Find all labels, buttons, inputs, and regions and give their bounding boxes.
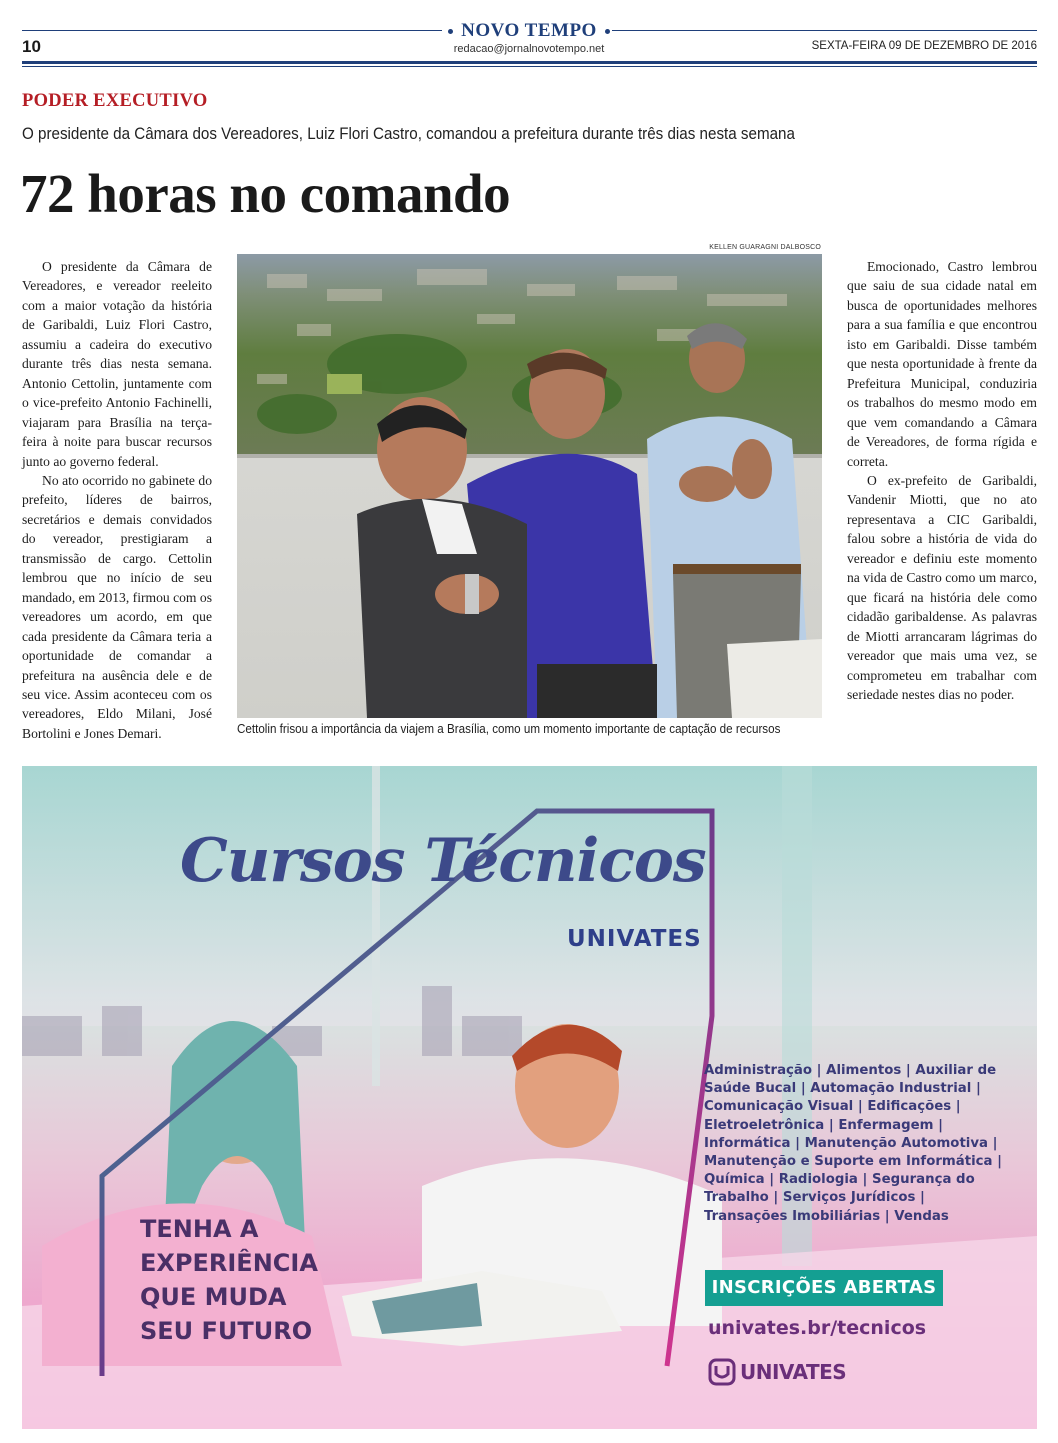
header-divider-thin [22, 66, 1037, 67]
photo-credit: KELLEN GUARAGNI DALBOSCO [709, 244, 821, 251]
ad-brand-small: UNIVATES [567, 926, 702, 952]
article-headline: 72 horas no comando [20, 163, 511, 224]
paragraph: Emocionado, Castro lembrou que saiu de sua cidade natal em busca de oportunidades melhores para a sua família e que encontrou isto em Garibaldi. Disse também que nesta oportunidade à frente da Prefeitura Municipal, conduziria os trabalhos do mesmo modo em que vem comandando a Câmara de Vereadores, de forma rígida e correta. [847, 259, 1037, 469]
slogan-line: EXPERIÊNCIA [140, 1249, 318, 1277]
section-label: PODER EXECUTIVO [22, 91, 208, 111]
ad-logo-text: UNIVATES [740, 1360, 847, 1384]
article-column-right [847, 257, 1037, 704]
bullet-icon [605, 29, 610, 34]
ad-logo [708, 1356, 846, 1388]
ad-slogan [140, 1212, 318, 1348]
ad-cta-banner: INSCRIÇÕES ABERTAS [705, 1270, 943, 1306]
header-date: SEXTA-FEIRA 09 DE DEZEMBRO DE 2016 [811, 40, 1037, 52]
paragraph: No ato ocorrido no gabinete do prefeito, líderes de bairros, secretários e demais convidados do vereador, prestigiaram a transmissão de cargo. Cettolin lembrou que no início de seu mandado, em 2013, firmou com os vereadores um acordo, em que cada presidente da Câmara teria a oportunidade de comandar a prefeitura na ausência dele e de seu vice. Assim aconteceu com os vereadores, Eldo Milani, José Bortolini e Jones Demari. [22, 472, 212, 741]
slogan-line: TENHA A [140, 1215, 259, 1243]
page-number: 10 [22, 37, 41, 56]
article-column-left [22, 257, 212, 743]
paragraph: O ex-prefeito de Garibaldi, Vandenir Miotti, que no ato representava a CIC Garibaldi, falou sobre a história de vida do vereador e definiu este momento na vida de Castro como um marco, que ficará na história dele como cidadão garibaldense. As palavras de Miotti arrancaram lágrimas do vereador que mais uma vez, se comprometeu em trabalhar com seriedade nestes dias no poder. [847, 472, 1037, 702]
photo-caption: Cettolin frisou a importância da viajem a Brasília, como um momento importante de captação de recursos [237, 722, 781, 736]
masthead-title: NOVO TEMPO [461, 20, 597, 41]
bullet-icon [448, 29, 453, 34]
slogan-line: SEU FUTURO [140, 1317, 313, 1345]
paragraph: O presidente da Câmara de Vereadores, e vereador reeleito com a maior votação da história de Garibaldi, Luiz Flori Castro, assumiu a cadeira do executivo durante três dias nesta semana. Antonio Cettolin, juntamente com o vice-prefeito Antonio Fachinelli, viajaram para Brasília na terça-feira à noite para buscar recursos junto ao governo federal. [22, 259, 212, 469]
masthead [0, 20, 1058, 42]
ad-course-list: Administração | Alimentos | Auxiliar de Saúde Bucal | Automação Industrial | Comunicação Visual | Edificações | Eletroeletrônica | Enfermagem | Informática | Manutenção Automotiva | Manutenção e Suporte em Informática | Química | Radiologia | Segurança do Trabalho | Serviços Jurídicos | Transações Imobiliárias | Vendas [704, 1063, 1002, 1224]
header-email: redacao@jornalnovotempo.net [453, 43, 605, 55]
slogan-line: QUE MUDA [140, 1283, 287, 1311]
header-divider [22, 61, 1037, 64]
ad-url: univates.br/tecnicos [708, 1317, 927, 1339]
advertisement [22, 766, 1037, 1429]
ad-title: Cursos Técnicos [180, 826, 706, 896]
univates-logo-icon [708, 1358, 736, 1386]
article-photo [237, 254, 822, 718]
article-subhead: O presidente da Câmara dos Vereadores, Luiz Flori Castro, comandou a prefeitura durante três dias nesta semana [22, 125, 795, 143]
